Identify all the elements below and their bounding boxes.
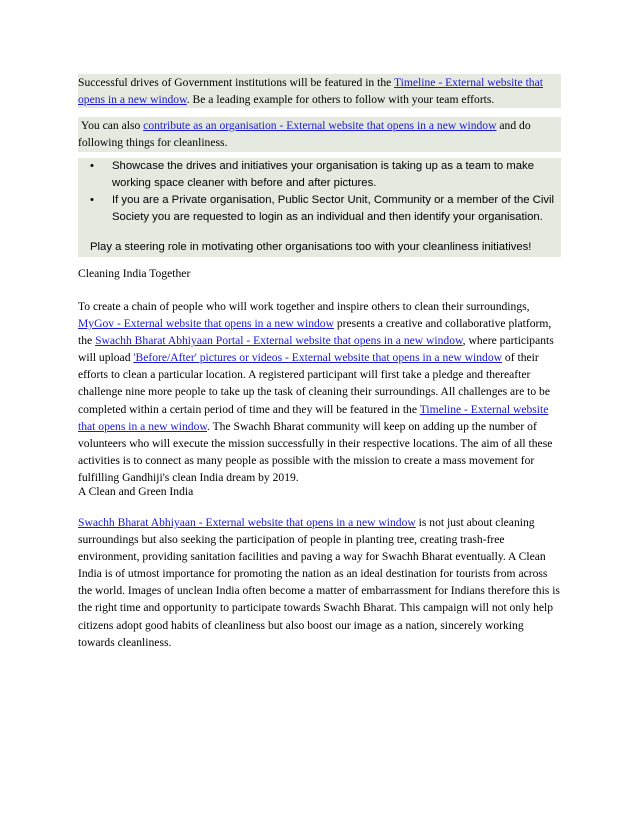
bullet-list (78, 158, 561, 226)
bullet-text: If you are a Private organisation, Public Sector Unit, Community or a member of the Civil Society you are requested to login as an individual and then identify your organisation. (112, 194, 555, 223)
portal-link[interactable]: Swachh Bharat Abhiyaan Portal - External website that opens in a new window (95, 334, 463, 348)
section-heading-clean-green: A Clean and Green India (78, 485, 194, 498)
body-text: presents a creative and collaborative platform, the (78, 317, 552, 348)
section1-paragraph (78, 298, 561, 486)
intro-paragraph-1 (78, 74, 561, 108)
body-text: . The Swachh Bharat community will keep on adding up the number of volunteers who will execute the mission successfully in their respective locations. The aim of all these activities is to connect as many people as possible with the mission to create a mass movement for fulfilling Gandhiji's clean India dream by 2019. (78, 419, 553, 484)
bullet-text: Showcase the drives and initiatives your organisation is taking up as a team to make working space cleaner with before and after pictures. (112, 160, 534, 189)
list-item (90, 192, 561, 226)
intro-text: Successful drives of Government institutions will be featured in the (78, 76, 394, 89)
intro-text: and do following things for cleanliness. (78, 119, 531, 150)
bullet-closing: Play a steering role in motivating other organisations too with your cleanliness initiatives! (90, 241, 532, 253)
contribute-link[interactable]: contribute as an organisation - External website that opens in a new window (143, 119, 497, 132)
intro-text: You can also (80, 119, 144, 132)
before-after-link[interactable]: 'Before/After' pictures or videos - External website that opens in a new window (133, 351, 503, 365)
body-text: , where participants will upload (78, 334, 554, 365)
section2-paragraph (78, 514, 561, 651)
intro-text: . Be a leading example for others to follow with your team efforts. (186, 93, 495, 107)
timeline-link[interactable]: Timeline - External website that opens in a new window (78, 402, 549, 433)
bullet-icon: • (90, 160, 94, 172)
bullet-box (78, 158, 561, 257)
intro-paragraph-2 (78, 117, 561, 152)
body-text: To create a chain of people who will work together and inspire others to clean their surroundings, (78, 300, 530, 313)
list-item (90, 158, 561, 192)
body-text: of their efforts to clean a particular location. A registered participant will first take a pledge and thereafter challenge nine more people to take up the task of cleaning their surroundings. All challenges are to be completed within a certain period of time and they will be featured in the (78, 351, 550, 416)
swachh-bharat-link[interactable]: Swachh Bharat Abhiyaan - External website that opens in a new window (78, 516, 416, 529)
body-text: is not just about cleaning surroundings but also seeking the participation of people in planting tree, creating trash-free environment, providing sanitation facilities and paving a way for Swachh Bharat eventually. A Clean India is of utmost importance for promoting the nation as an ideal destination for tourists from across the world. Images of unclean India often become a matter of embarrassment for Indians therefore this is the right time and opportunity to participate towards Swachh Bharat. This campaign will not only help citizens adopt good habits of cleanliness but also boost our image as a nation, sincerely working towards cleanliness. (78, 516, 560, 649)
timeline-link[interactable]: Timeline - External website that opens in a new window (78, 76, 543, 107)
section-heading-cleaning-india: Cleaning India Together (78, 267, 191, 280)
mygov-link[interactable]: MyGov - External website that opens in a new window (78, 317, 334, 331)
bullet-icon: • (90, 194, 94, 206)
